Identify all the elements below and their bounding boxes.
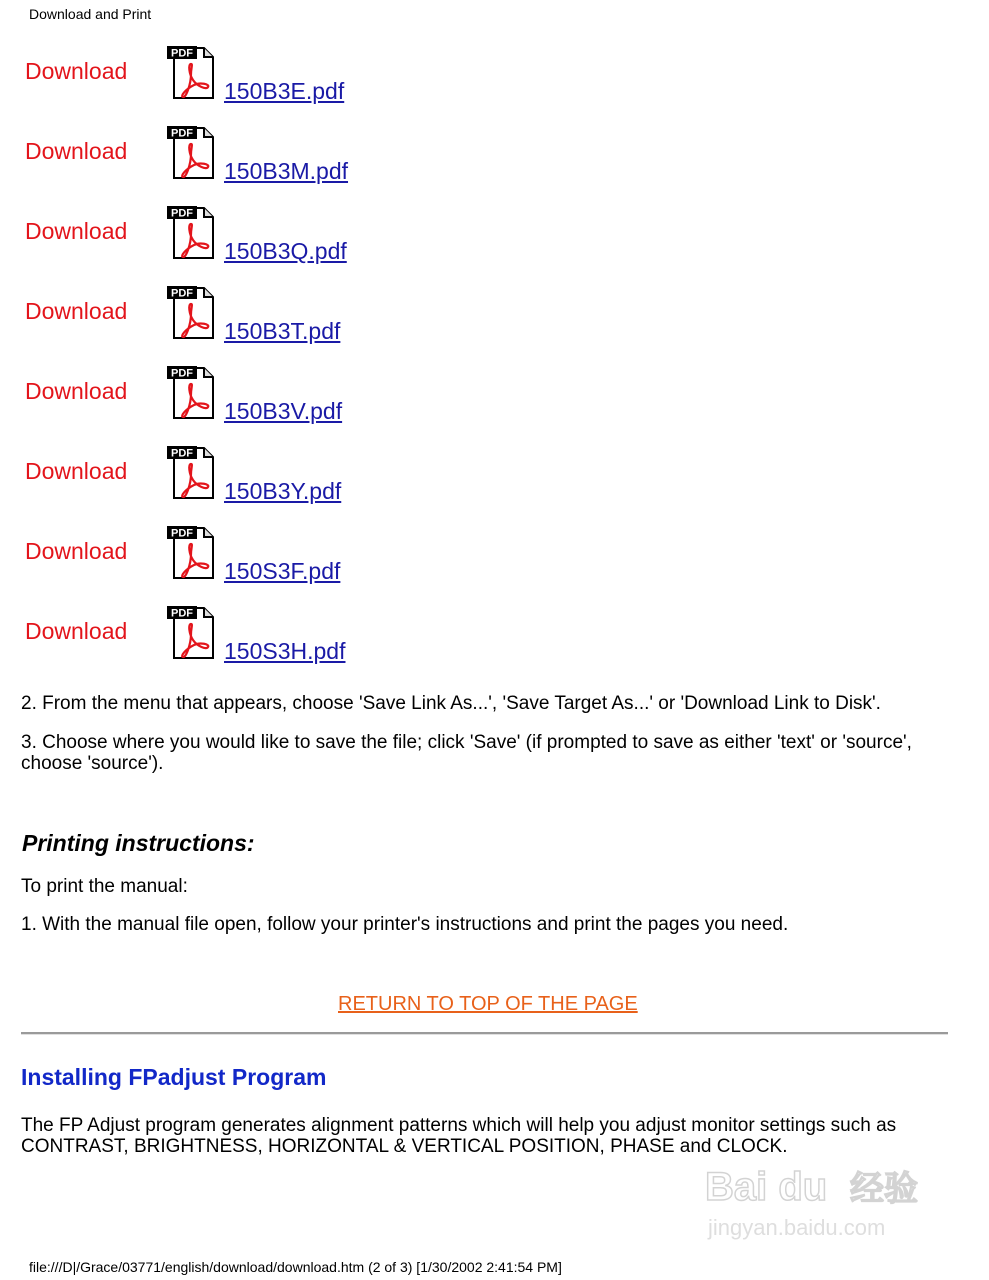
page-header: Download and Print (29, 6, 152, 22)
download-link[interactable]: Download (25, 618, 128, 644)
page-footer-path: file:///D|/Grace/03771/english/download/download.htm (2 of 3) [1/30/2002 2:41:54 PM] (29, 1259, 562, 1275)
pdf-file-icon[interactable] (166, 604, 216, 660)
fpadjust-heading: Installing FPadjust Program (21, 1064, 327, 1090)
download-row (0, 524, 989, 604)
svg-text:PDF: PDF (171, 287, 193, 300)
download-row (0, 364, 989, 444)
fpadjust-description: The FP Adjust program generates alignment patterns which will help you adjust monitor settings such as CONTRAST, BRIGHTNESS, HORIZONTAL & VERTICAL POSITION, PHASE and CLOCK. (21, 1115, 897, 1157)
pdf-file-link[interactable]: 150B3T.pdf (224, 318, 341, 344)
printing-heading: Printing instructions: (22, 830, 255, 856)
download-link[interactable]: Download (25, 458, 128, 484)
download-link[interactable]: Download (25, 58, 128, 84)
step-2-text: 2. From the menu that appears, choose 'Save Link As...', 'Save Target As...' or 'Download Link to Disk'. (21, 693, 881, 714)
pdf-file-link[interactable]: 150B3V.pdf (224, 398, 343, 424)
download-link[interactable]: Download (25, 138, 128, 164)
svg-text:PDF: PDF (171, 367, 193, 380)
svg-text:PDF: PDF (171, 207, 193, 220)
pdf-file-icon[interactable] (166, 524, 216, 580)
pdf-file-icon[interactable] (166, 284, 216, 340)
printing-step-1: 1. With the manual file open, follow your printer's instructions and print the pages you need. (21, 914, 789, 935)
svg-text:PDF: PDF (171, 607, 193, 620)
download-link[interactable]: Download (25, 298, 128, 324)
svg-text:PDF: PDF (171, 47, 193, 60)
download-link[interactable]: Download (25, 378, 128, 404)
download-row (0, 124, 989, 204)
download-row (0, 604, 989, 684)
pdf-file-icon[interactable] (166, 124, 216, 180)
svg-text:jingyan.baidu.com: jingyan.baidu.com (708, 1215, 886, 1240)
pdf-file-link[interactable]: 150B3E.pdf (224, 78, 345, 104)
pdf-file-icon[interactable] (166, 204, 216, 260)
download-link[interactable]: Download (25, 538, 128, 564)
svg-text:PDF: PDF (171, 527, 193, 540)
download-row (0, 204, 989, 284)
pdf-file-icon[interactable] (166, 444, 216, 500)
download-row (0, 444, 989, 524)
pdf-file-link[interactable]: 150B3Q.pdf (224, 238, 347, 264)
step-3-text: 3. Choose where you would like to save the file; click 'Save' (if prompted to save as either 'text' or 'source', choose 'source'). (21, 732, 912, 774)
pdf-file-icon[interactable] (166, 364, 216, 420)
svg-text:PDF: PDF (171, 447, 193, 460)
printing-intro: To print the manual: (21, 876, 188, 897)
pdf-file-link[interactable]: 150B3Y.pdf (224, 478, 342, 504)
download-link[interactable]: Download (25, 218, 128, 244)
download-row (0, 44, 989, 124)
svg-text:Bai du: Bai du (705, 1165, 828, 1209)
svg-text:PDF: PDF (171, 127, 193, 140)
pdf-file-link[interactable]: 150B3M.pdf (224, 158, 349, 184)
horizontal-divider (21, 1032, 948, 1035)
pdf-file-icon[interactable] (166, 44, 216, 100)
download-row (0, 284, 989, 364)
return-to-top-link[interactable]: RETURN TO TOP OF THE PAGE (338, 993, 638, 1015)
baidu-watermark-logo (700, 1155, 940, 1245)
pdf-file-link[interactable]: 150S3H.pdf (224, 638, 346, 664)
svg-text:经验: 经验 (850, 1169, 918, 1209)
pdf-file-link[interactable]: 150S3F.pdf (224, 558, 341, 584)
